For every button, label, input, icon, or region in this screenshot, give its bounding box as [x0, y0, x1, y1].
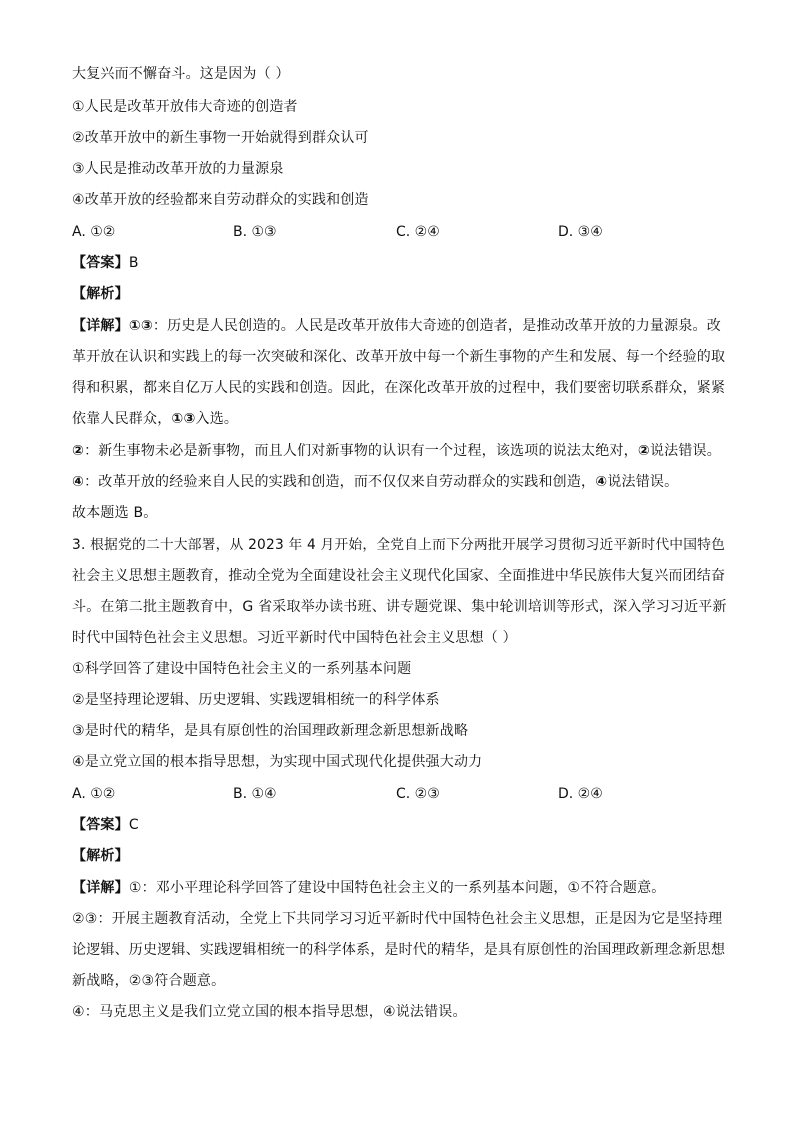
detail-mark: ①③ — [171, 411, 196, 427]
q3-detail-line-4: 新战略，②③符合题意。 — [72, 973, 226, 989]
q2-detail-line-6 — [72, 472, 732, 492]
detail-text: 说法错误。 — [607, 474, 679, 490]
q2-item-4: ④改革开放的经验都来自劳动群众的实践和创造 — [72, 192, 369, 208]
q2-analysis-tag: 【解析】 — [72, 286, 129, 302]
detail-mark: ② — [72, 443, 85, 459]
q3-item-1: ①科学回答了建设中国特色社会主义的一系列基本问题 — [72, 661, 412, 677]
q2-item-2: ②改革开放中的新生事物一开始就得到群众认可 — [72, 130, 369, 146]
q2-option-a: A. ①② — [72, 224, 116, 240]
q3-analysis-tag: 【解析】 — [72, 848, 129, 864]
q2-option-b: B. ①③ — [233, 224, 277, 240]
detail-text: ：历史是人民创造的。人民是改革开放伟大奇迹的创造者，是推动改革开放的力量源泉。改 — [152, 318, 721, 334]
q2-conclusion: 故本题选 B。 — [72, 505, 158, 521]
q3-stem-line-1: 3. 根据党的二十大部署，从 2023 年 4 月开始，全党自上而下分两批开展学习贯彻习近平新时代中国特色 — [72, 537, 726, 553]
q3-stem-line-3: 斗。在第二批主题教育中，G 省采取举办读书班、讲专题党课、集中轮训培训等形式，深入学习习近平新 — [72, 599, 727, 615]
detail-text: ：改革开放的经验来自人民的实践和创造，而不仅仅来自劳动群众的实践和创造， — [84, 474, 596, 490]
q3-detail-line-3: 论逻辑、历史逻辑、实践逻辑相统一的科学体系，是时代的精华，是具有原创性的治国理政新理念新思想 — [72, 942, 726, 958]
q3-detail-line-5: ④：马克思主义是我们立党立国的根本指导思想，④说法错误。 — [72, 1004, 467, 1020]
detail-text: 依靠人民群众， — [72, 411, 172, 427]
q2-detail-line-5 — [72, 441, 732, 461]
detail-mark: ④ — [72, 474, 85, 490]
q2-option-d: D. ③④ — [558, 224, 603, 240]
q3-item-2: ②是坚持理论逻辑、历史逻辑、实践逻辑相统一的科学体系 — [72, 692, 440, 708]
q2-detail-line-4 — [72, 409, 732, 429]
q3-option-b: B. ①④ — [233, 786, 277, 802]
q3-options — [72, 784, 732, 804]
q2-options — [72, 222, 732, 242]
detail-tag: 【详解】 — [72, 318, 129, 334]
q3-option-d: D. ②④ — [558, 786, 603, 802]
detail-text: ：新生事物未必是新事物，而且人们对新事物的认识有一个过程，该选项的说法太绝对， — [84, 443, 638, 459]
detail-mark: ② — [637, 443, 650, 459]
q2-option-c: C. ②④ — [396, 224, 440, 240]
q3-stem-line-2: 社会主义思想主题教育，推动全党为全面建设社会主义现代化国家、全面推进中华民族伟大复兴而团结奋 — [72, 568, 726, 584]
detail-text: 说法错误。 — [649, 443, 721, 459]
q3-option-a: A. ①② — [72, 786, 116, 802]
q2-detail-line-1 — [72, 316, 732, 336]
q3-answer — [72, 815, 732, 835]
q2-stem-tail: 大复兴而不懈奋斗。这是因为（ ） — [72, 66, 290, 82]
q3-item-3: ③是时代的精华，是具有原创性的治国理政新理念新思想新战略 — [72, 723, 469, 739]
detail-tag: 【详解】 — [72, 880, 129, 896]
answer-tag: 【答案】 — [72, 817, 129, 833]
q3-detail-line-1 — [72, 878, 732, 898]
q2-detail-line-2: 革开放在认识和实践上的每一次突破和深化、改革开放中每一个新生事物的产生和发展、每一个经验的取 — [72, 349, 726, 365]
detail-mark: ④ — [595, 474, 608, 490]
q2-item-1: ①人民是改革开放伟大奇迹的创造者 — [72, 99, 298, 115]
q2-answer — [72, 253, 732, 273]
answer-value: B — [128, 255, 139, 271]
answer-value: C — [128, 817, 139, 833]
detail-text: 入选。 — [195, 411, 239, 427]
detail-text: ①：邓小平理论科学回答了建设中国特色社会主义的一系列基本问题，①不符合题意。 — [128, 880, 666, 896]
q3-item-4: ④是立党立国的根本指导思想，为实现中国式现代化提供强大动力 — [72, 754, 483, 770]
q3-stem-line-4: 时代中国特色社会主义思想。习近平新时代中国特色社会主义思想（ ） — [72, 630, 517, 646]
q2-item-3: ③人民是推动改革开放的力量源泉 — [72, 161, 284, 177]
q2-detail-line-3: 得和积累，都来自亿万人民的实践和创造。因此，在深化改革开放的过程中，我们要密切联系群众，紧紧 — [72, 380, 726, 396]
q3-detail-line-2: ②③：开展主题教育活动，全党上下共同学习习近平新时代中国特色社会主义思想，正是因为它是坚持理 — [72, 911, 723, 927]
q3-option-c: C. ②③ — [396, 786, 440, 802]
detail-mark: ①③ — [128, 318, 153, 334]
answer-tag: 【答案】 — [72, 255, 129, 271]
